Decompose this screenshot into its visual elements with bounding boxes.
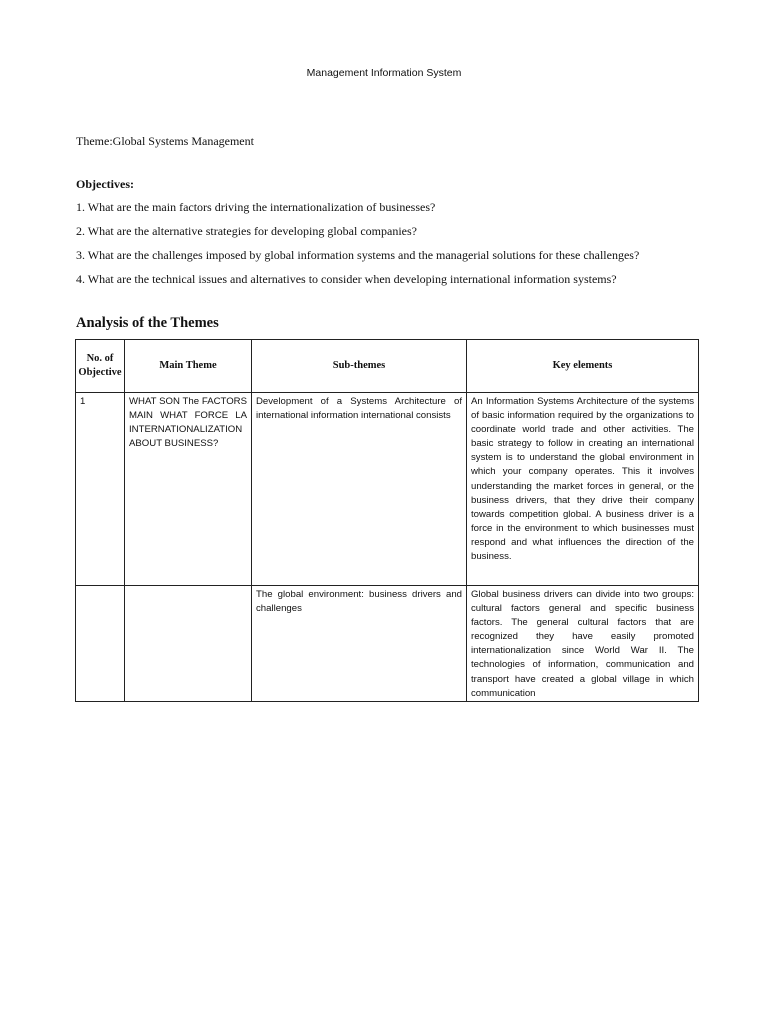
header-main-theme: Main Theme bbox=[125, 340, 252, 393]
objective-number-cell bbox=[76, 586, 125, 702]
objective-number-cell: 1 bbox=[76, 393, 125, 586]
objective-1: 1. What are the main factors driving the internationalization of businesses? bbox=[76, 200, 436, 214]
header-objective-number: No. of Objective bbox=[76, 340, 125, 393]
table-header-row bbox=[76, 340, 699, 393]
table-row bbox=[76, 393, 699, 586]
section-heading: Analysis of the Themes bbox=[76, 315, 219, 331]
document-title: Management Information System bbox=[306, 67, 462, 79]
themes-table bbox=[75, 339, 699, 702]
header-key-elements: Key elements bbox=[467, 340, 699, 393]
main-theme-cell: WHAT SON The FACTORS MAIN WHAT FORCE LA INTERNATIONALIZATION ABOUT BUSINESS? bbox=[125, 393, 252, 586]
objective-3: 3. What are the challenges imposed by global information systems and the managerial solutions for these challenges? bbox=[76, 248, 640, 262]
sub-theme-cell: Development of a Systems Architecture of international information international consists bbox=[252, 393, 467, 586]
sub-theme-cell: The global environment: business drivers and challenges bbox=[252, 586, 467, 702]
objectives-heading: Objectives: bbox=[76, 177, 134, 191]
objective-4: 4. What are the technical issues and alternatives to consider when developing international information systems? bbox=[76, 272, 617, 286]
header-sub-themes: Sub-themes bbox=[252, 340, 467, 393]
key-elements-cell: Global business drivers can divide into two groups: cultural factors general and specific business factors. The general cultural factors that are recognized they have easily promoted internationalization since World War II. The technologies of information, communication and transport have created a global village in which communication bbox=[467, 586, 699, 702]
theme-line: Theme:Global Systems Management bbox=[76, 134, 254, 148]
table-row bbox=[76, 586, 699, 702]
objective-2: 2. What are the alternative strategies for developing global companies? bbox=[76, 224, 417, 238]
main-theme-cell bbox=[125, 586, 252, 702]
key-elements-cell: An Information Systems Architecture of the systems of basic information required by the organizations to coordinate world trade and other activities. The basic strategy to follow in creating an international system is to understand the global environment in which your company operates. This it involves understanding the market forces in general, or the business drivers, that they drive their company towards competition global. A business driver is a force in the environment to which businesses must respond and what influences the direction of the business. bbox=[467, 393, 699, 586]
